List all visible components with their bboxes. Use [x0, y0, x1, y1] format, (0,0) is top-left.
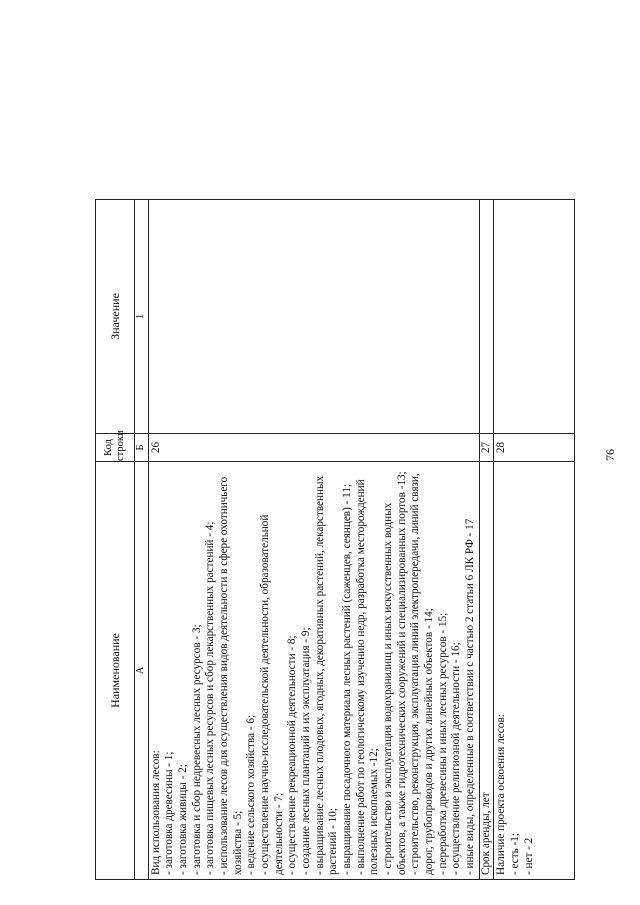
row-26-line: - создание лесных плантаций и их эксплуатация - 9;: [300, 627, 313, 875]
row-26-line: - переработка древесины и иных лесных ресурсов - 15;: [436, 612, 449, 875]
table-header-row: [96, 200, 135, 880]
row-26-line: - выращивание посадочного материала лесных растений (саженцев, сеянцев) - 11;: [340, 483, 353, 875]
row-26-line: - заготовка пищевых лесных ресурсов и сбор лекарственных растений - 4;: [204, 521, 217, 875]
row-26-code: 26: [148, 434, 479, 462]
row-26-value: [148, 200, 479, 434]
row-26-line: - иные виды, определенные в соответствии с частью 2 статьи 6 ЛК РФ - 17: [463, 518, 476, 875]
rotated-table-container: [95, 200, 575, 880]
data-table: [95, 199, 575, 880]
row-26-name: [148, 462, 479, 880]
row-28-line: - нет - 2: [522, 837, 535, 875]
table-row: [479, 200, 494, 880]
row-26-line: - заготовка живицы - 2;: [177, 764, 190, 875]
row-27-name: [479, 462, 494, 880]
row-26-line: Вид использования лесов:: [149, 750, 162, 875]
row-26-line: - выполнение работ по геологическому изучению недр, разработка месторождений полезных ископаемых -12;: [354, 479, 381, 875]
row-28-value: [494, 200, 575, 434]
subheader-code: Б: [135, 434, 149, 462]
row-26-line: - заготовка и сбор недревесных лесных ресурсов - 3;: [190, 624, 203, 875]
table-row: [494, 200, 575, 880]
row-27-value: [479, 200, 494, 434]
subheader-value: 1: [135, 200, 149, 434]
row-26-line: - строительство и эксплуатация водохранилищ и иных искусственных водных объектов, а также гидротехнических сооружений и специализированных портов -13;: [381, 471, 408, 875]
row-26-line: - осуществление рекреационной деятельности - 8;: [286, 635, 299, 875]
header-name: Наименование: [96, 462, 135, 880]
row-28-name: [494, 462, 575, 880]
row-26-line: - осуществление религиозной деятельности - 16;: [450, 642, 463, 875]
row-26-line: - использование лесов для осуществления видов деятельности в сфере охотничьего хозяйства - 5;: [218, 476, 244, 875]
subheader-name: А: [135, 462, 149, 880]
table-row: [148, 200, 479, 880]
row-28-line: - есть -1;: [508, 833, 521, 875]
row-28-code: 28: [494, 434, 575, 462]
row-26-line: - строительство, реконструкция, эксплуатация линий электропередачи, линий связи, дорог, трубопроводов и других линейных объектов - 14;: [409, 473, 435, 875]
table-subheader-row: [135, 200, 149, 880]
row-26-line: - осуществление научно-исследовательской деятельности, образовательной деятельности - 7;: [259, 514, 285, 875]
row-27-line: Срок аренды, лет: [479, 792, 492, 875]
row-27-code: 27: [479, 434, 494, 462]
header-value: Значение: [96, 200, 135, 434]
row-26-line: - заготовка древесины - 1;: [163, 751, 176, 875]
row-28-line: Наличие проекта освоения лесов:: [495, 714, 508, 875]
header-code: Код строки: [96, 434, 135, 462]
row-26-line: - ведение сельского хозяйства - 6;: [245, 714, 258, 875]
page-number: 76: [603, 449, 617, 461]
row-26-line: - выращивание лесных плодовых, ягодных, декоративных растений, лекарственных растений - 10;: [313, 475, 340, 875]
